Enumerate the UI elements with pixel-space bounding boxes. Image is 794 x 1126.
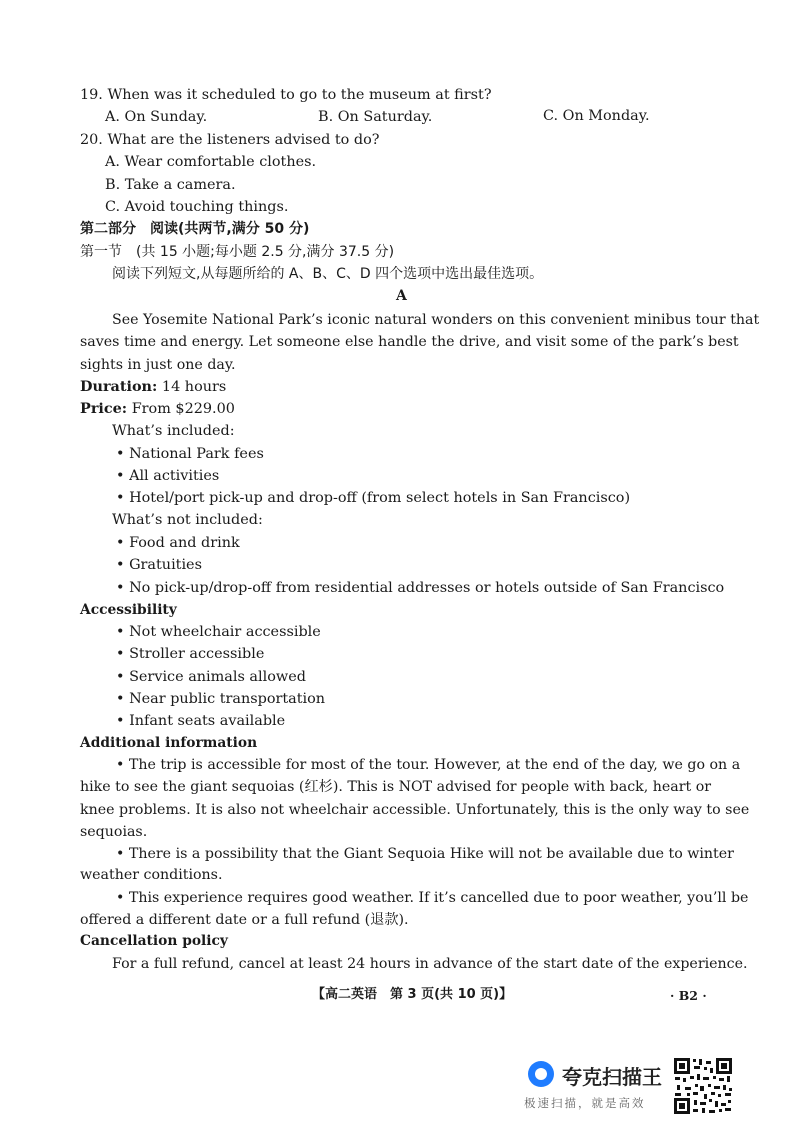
not-included-item: • Food and drink <box>116 535 240 551</box>
accessibility-item: • Not wheelchair accessible <box>116 624 321 640</box>
included-item: • Hotel/port pick-up and drop-off (from select hotels in San Francisco) <box>116 490 631 506</box>
price-label: Price: <box>80 400 128 417</box>
passage-letter: A <box>396 288 407 304</box>
duration-line <box>80 377 226 397</box>
included-item: • National Park fees <box>116 446 264 462</box>
additional-line: weather conditions. <box>80 867 223 883</box>
accessibility-item: • Near public transportation <box>116 691 326 707</box>
not-included-heading: What’s not included: <box>112 512 263 528</box>
q19-option-b: B. On Saturday. <box>318 109 433 125</box>
additional-heading: Additional information <box>80 735 258 751</box>
question-20: 20. What are the listeners advised to do? <box>80 132 380 148</box>
scanner-watermark <box>522 1057 662 1117</box>
qr-code-icon <box>673 1057 733 1115</box>
q19-option-c: C. On Monday. <box>543 108 650 124</box>
accessibility-item: • Stroller accessible <box>116 646 265 662</box>
additional-line: • This experience requires good weather. If it’s cancelled due to poor weather, you’ll be <box>116 890 749 906</box>
additional-line: • The trip is accessible for most of the tour. However, at the end of the day, we go on a <box>116 757 741 773</box>
accessibility-heading: Accessibility <box>80 602 177 618</box>
q20-option-c: C. Avoid touching things. <box>105 199 289 215</box>
q19-option-a: A. On Sunday. <box>105 109 208 125</box>
scanner-brand-name: 夸克扫描王 <box>562 1065 662 1089</box>
included-item: • All activities <box>116 468 220 484</box>
additional-line: knee problems. It is also not wheelchair accessible. Unfortunately, this is the only way to see <box>80 802 750 818</box>
accessibility-item: • Service animals allowed <box>116 669 306 685</box>
section-subtitle: 第一节 (共 15 小题;每小题 2.5 分,满分 37.5 分) <box>80 244 395 260</box>
price-value: From $229.00 <box>131 401 235 417</box>
q20-option-a: A. Wear comfortable clothes. <box>105 154 317 170</box>
intro-line-3: sights in just one day. <box>80 357 236 373</box>
additional-line: hike to see the giant sequoias (红杉). This is NOT advised for people with back, heart or <box>80 779 712 795</box>
price-line <box>80 399 235 419</box>
intro-line-2: saves time and energy. Let someone else handle the drive, and visit some of the park’s best <box>80 334 739 350</box>
not-included-item: • No pick-up/drop-off from residential addresses or hotels outside of San Francisco <box>116 580 725 596</box>
instruction: 阅读下列短文,从每题所给的 A、B、C、D 四个选项中选出最佳选项。 <box>112 266 544 282</box>
additional-line: • There is a possibility that the Giant Sequoia Hike will not be available due to winter <box>116 846 734 862</box>
additional-line: sequoias. <box>80 824 148 840</box>
included-heading: What’s included: <box>112 423 235 439</box>
scanner-logo-icon <box>528 1061 554 1087</box>
not-included-item: • Gratuities <box>116 557 202 573</box>
cancellation-heading: Cancellation policy <box>80 933 228 949</box>
question-19: 19. When was it scheduled to go to the museum at first? <box>80 87 492 103</box>
duration-value: 14 hours <box>161 379 227 395</box>
duration-label: Duration: <box>80 378 158 395</box>
part-title: 第二部分 阅读(共两节,满分 50 分) <box>80 221 310 237</box>
page-footer: 【高二英语 第 3 页(共 10 页)】 <box>312 987 513 1002</box>
cancellation-text: For a full refund, cancel at least 24 hours in advance of the start date of the experience. <box>112 956 748 972</box>
intro-line-1: See Yosemite National Park’s iconic natural wonders on this convenient minibus tour that <box>112 312 760 328</box>
scanner-slogan: 极速扫描，就是高效 <box>524 1096 646 1110</box>
q20-option-b: B. Take a camera. <box>105 177 236 193</box>
additional-line: offered a different date or a full refund (退款). <box>80 912 409 928</box>
accessibility-item: • Infant seats available <box>116 713 286 729</box>
paper-code: · B2 · <box>670 988 707 1003</box>
